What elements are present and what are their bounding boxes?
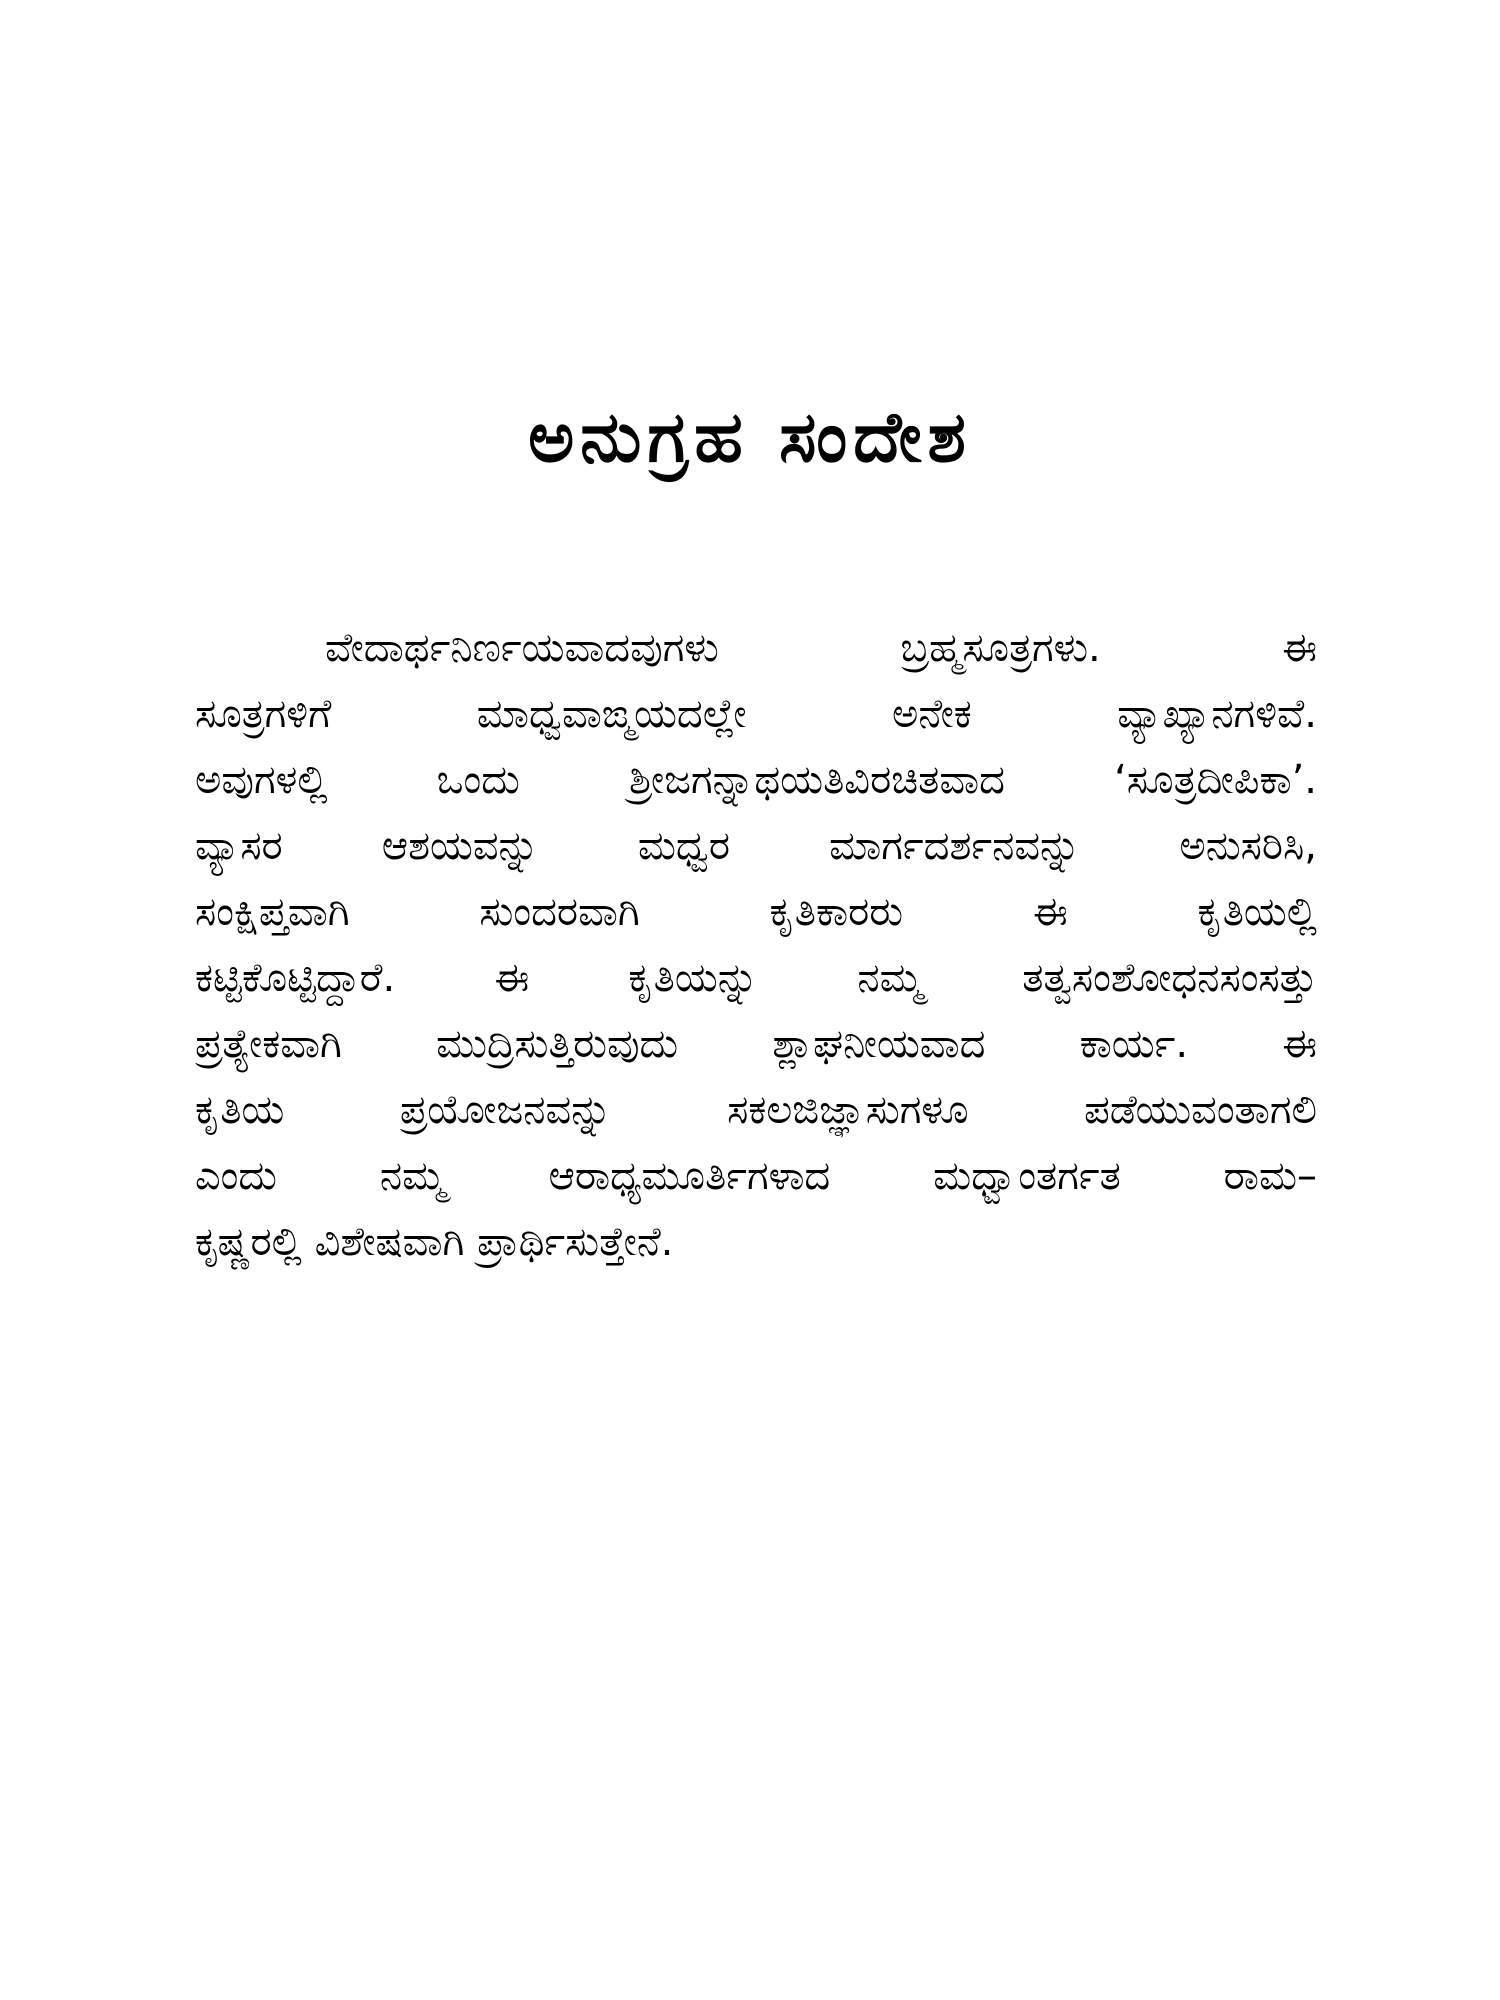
page-title: ಅನುಗ್ರಹ ಸಂದೇಶ bbox=[528, 396, 972, 478]
paragraph-line-7: ಪ್ರತ್ಯೇಕವಾಗಿ ಮುದ್ರಿಸುತ್ತಿರುವುದು ಶ್ಲಾಘನೀಯವಾದ ಕಾರ್ಯ. ಈ bbox=[195, 1021, 1317, 1067]
paragraph-line-10: ಕೃಷ್ಣರಲ್ಲಿ ವಿಶೇಷವಾಗಿ ಪ್ರಾರ್ಥಿಸುತ್ತೇನೆ. bbox=[195, 1219, 674, 1265]
paragraph-line-8: ಕೃತಿಯ ಪ್ರಯೋಜನವನ್ನು ಸಕಲಜಿಜ್ಞಾಸುಗಳೂ ಪಡೆಯುವಂತಾಗಲಿ bbox=[195, 1087, 1317, 1133]
paragraph-line-9: ಎಂದು ನಮ್ಮ ಆರಾಧ್ಯಮೂರ್ತಿಗಳಾದ ಮಧ್ವಾಂತರ್ಗತ ರಾಮ– bbox=[195, 1153, 1317, 1199]
paragraph-line-4: ವ್ಯಾಸರ ಆಶಯವನ್ನು ಮಧ್ವರ ಮಾರ್ಗದರ್ಶನವನ್ನು ಅನುಸರಿಸಿ, bbox=[195, 823, 1317, 869]
paragraph-line-5: ಸಂಕ್ಷಿಪ್ತವಾಗಿ ಸುಂದರವಾಗಿ ಕೃತಿಕಾರರು ಈ ಕೃತಿಯಲ್ಲಿ bbox=[195, 889, 1317, 935]
paragraph-line-6: ಕಟ್ಟಿಕೊಟ್ಟಿದ್ದಾರೆ. ಈ ಕೃತಿಯನ್ನು ನಮ್ಮ ತತ್ವಸಂಶೋಧನಸಂಸತ್ತು bbox=[195, 955, 1317, 1001]
paragraph-line-3: ಅವುಗಳಲ್ಲಿ ಒಂದು ಶ್ರೀಜಗನ್ನಾಥಯತಿವಿರಚಿತವಾದ ‘ಸೂತ್ರದೀಪಿಕಾ’. bbox=[195, 757, 1317, 803]
paragraph-line-2: ಸೂತ್ರಗಳಿಗೆ ಮಾಧ್ವವಾಙ್ಮಯದಲ್ಲೇ ಅನೇಕ ವ್ಯಾಖ್ಯಾನಗಳಿವೆ. bbox=[195, 691, 1317, 737]
paragraph-line-1: ವೇದಾರ್ಥನಿರ್ಣಯವಾದವುಗಳು ಬ್ರಹ್ಮಸೂತ್ರಗಳು. ಈ bbox=[325, 625, 1317, 671]
message-body bbox=[195, 615, 1317, 1275]
